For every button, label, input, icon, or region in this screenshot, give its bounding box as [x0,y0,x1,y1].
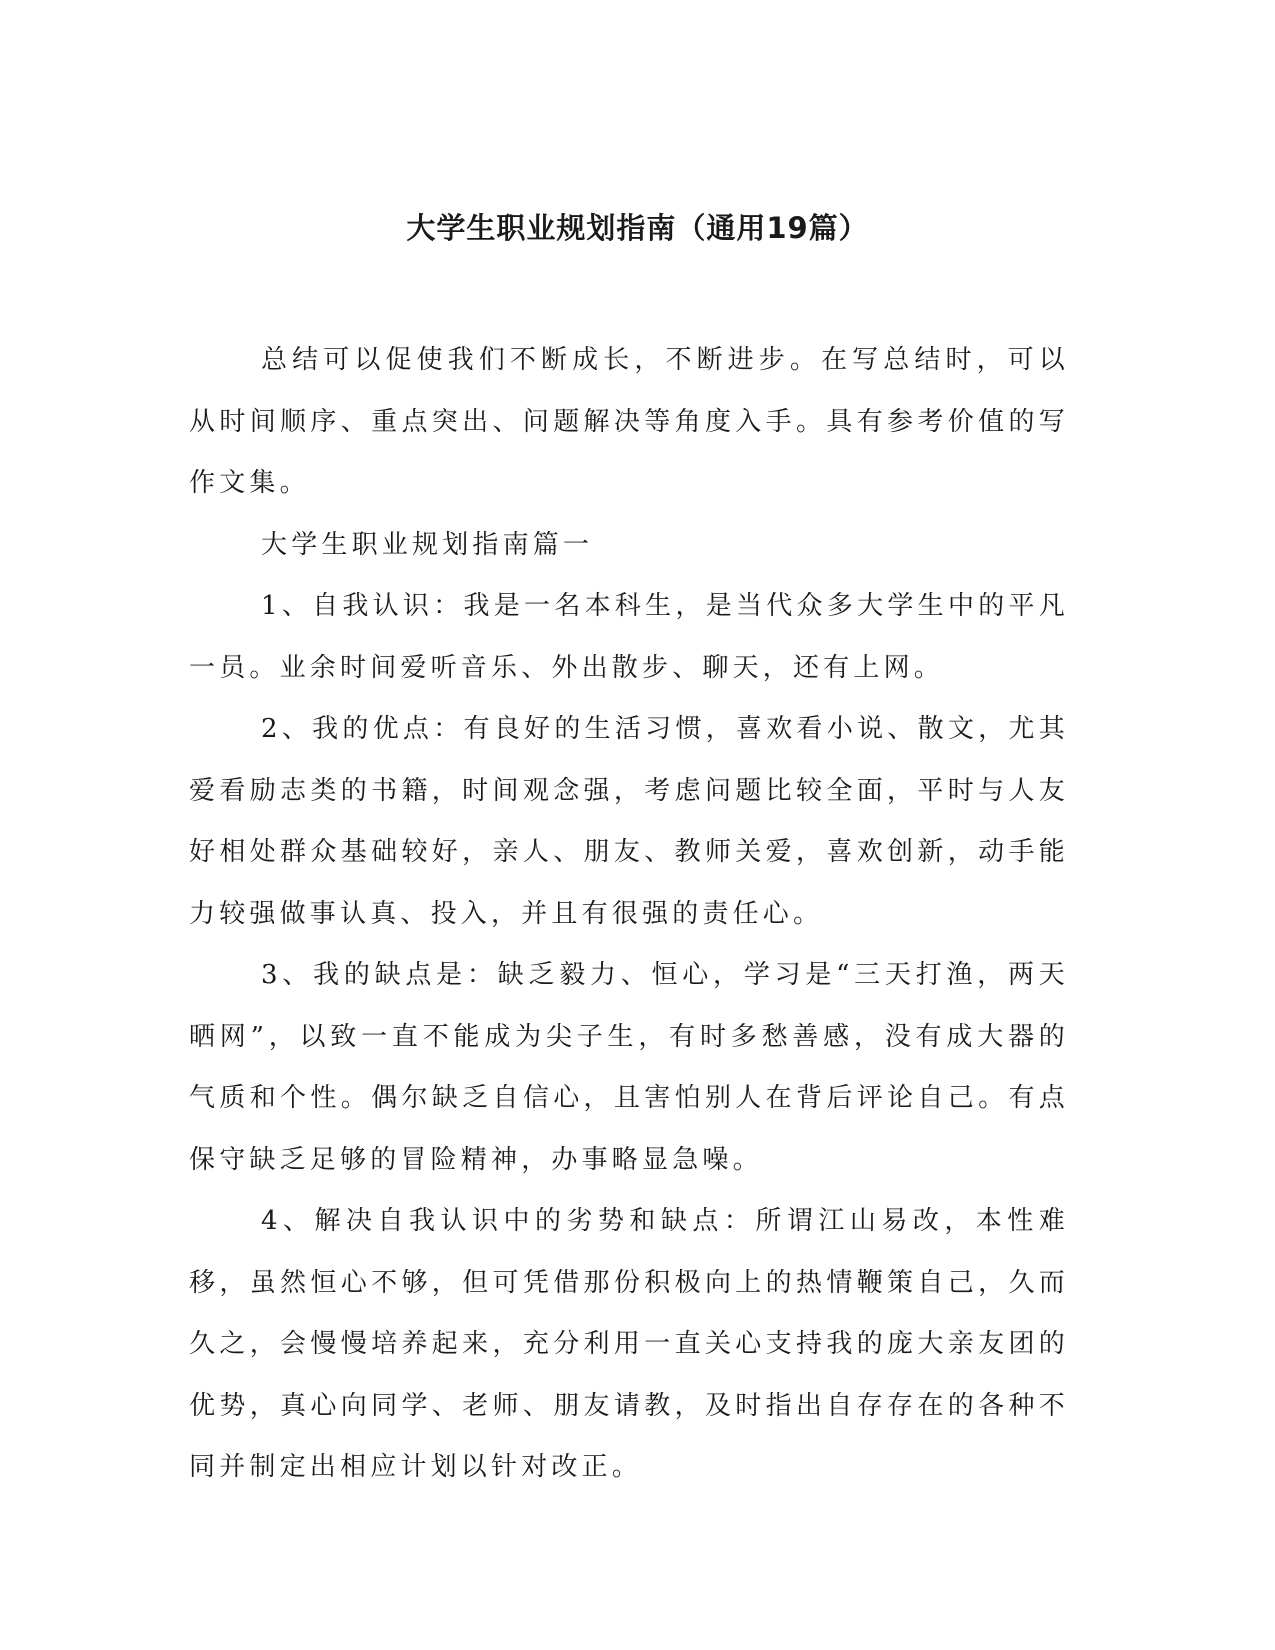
paragraph-strengths: 2、我的优点：有良好的生活习惯，喜欢看小说、散文，尤其爱看励志类的书籍，时间观念强，考虑问题比较全面，平时与人友好相处群众基础较好，亲人、朋友、教师关爱，喜欢创新，动手能力较强做事认真、投入，并且有很强的责任心。 [189,714,1069,929]
document-body [189,330,1069,1499]
paragraph-self-awareness: 1、自我认识：我是一名本科生，是当代众多大学生中的平凡一员。业余时间爱听音乐、外出散步、聊天，还有上网。 [189,591,1069,683]
section-heading: 大学生职业规划指南篇一 [261,529,594,560]
intro-paragraph: 总结可以促使我们不断成长，不断进步。在写总结时，可以从时间顺序、重点突出、问题解决等角度入手。具有参考价值的写作文集。 [189,345,1069,498]
paragraph-solutions: 4、解决自我认识中的劣势和缺点：所谓江山易改，本性难移，虽然恒心不够，但可凭借那份积极向上的热情鞭策自己，久而久之，会慢慢培养起来，充分利用一直关心支持我的庞大亲友团的优势，真心向同学、老师、朋友请教，及时指出自存存在的各种不同并制定出相应计划以针对改正。 [189,1206,1069,1482]
paragraph-weaknesses: 3、我的缺点是：缺乏毅力、恒心，学习是“三天打渔，两天晒网”，以致一直不能成为尖子生，有时多愁善感，没有成大器的气质和个性。偶尔缺乏自信心，且害怕别人在背后评论自己。有点保守缺乏足够的冒险精神，办事略显急噪。 [189,960,1069,1175]
document-title: 大学生职业规划指南（通用19篇） [406,211,869,245]
